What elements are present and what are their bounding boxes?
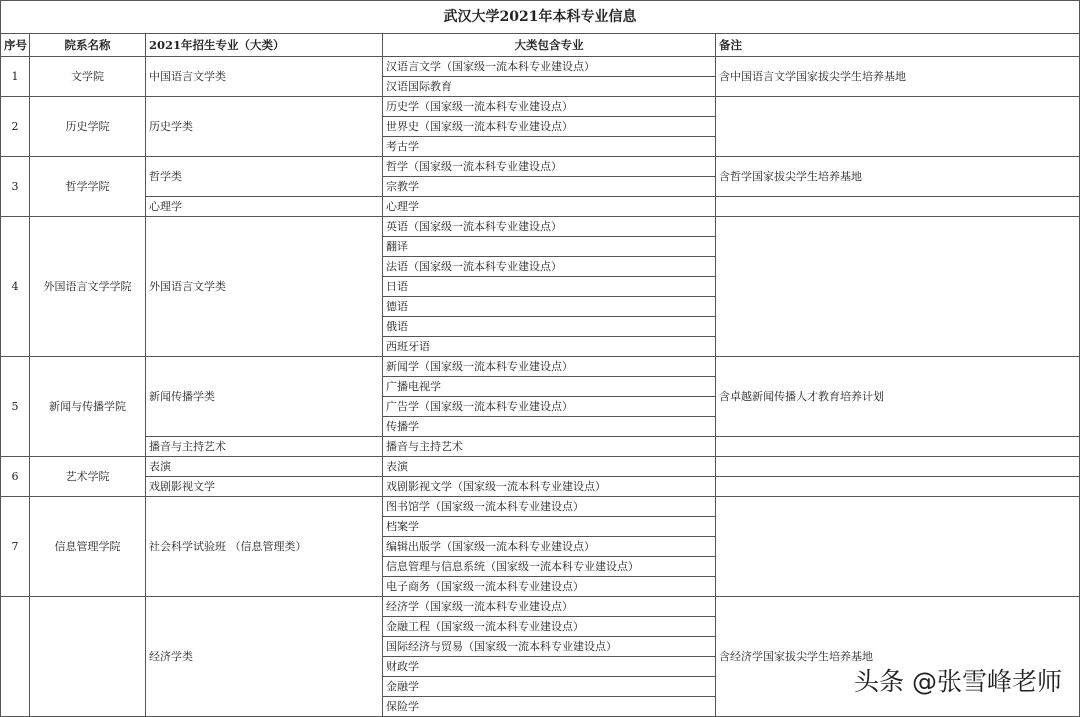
table-row xyxy=(1,437,1080,457)
category-name: 经济学类 xyxy=(146,597,383,717)
category-name: 表演 xyxy=(146,457,383,477)
table-row xyxy=(1,57,1080,77)
major-name: 考古学 xyxy=(383,137,716,157)
table-row xyxy=(1,197,1080,217)
table-title: 武汉大学2021年本科专业信息 xyxy=(1,1,1080,34)
major-name: 财政学 xyxy=(383,657,716,677)
major-name: 传播学 xyxy=(383,417,716,437)
table-row xyxy=(1,457,1080,477)
category-note xyxy=(716,437,1080,457)
category-name: 播音与主持艺术 xyxy=(146,437,383,457)
college-number: 7 xyxy=(1,497,30,597)
category-note: 含哲学国家拔尖学生培养基地 xyxy=(716,157,1080,197)
college-number: 1 xyxy=(1,57,30,97)
category-note xyxy=(716,457,1080,477)
college-number: 6 xyxy=(1,457,30,497)
category-note xyxy=(716,197,1080,217)
category-note: 含经济学国家拔尖学生培养基地 xyxy=(716,597,1080,717)
category-name: 外国语言文学类 xyxy=(146,217,383,357)
major-name: 西班牙语 xyxy=(383,337,716,357)
college-number: 2 xyxy=(1,97,30,157)
category-note: 含中国语言文学国家拔尖学生培养基地 xyxy=(716,57,1080,97)
category-note xyxy=(716,217,1080,357)
major-name: 档案学 xyxy=(383,517,716,537)
major-name: 保险学 xyxy=(383,697,716,717)
major-name: 俄语 xyxy=(383,317,716,337)
category-name: 历史学类 xyxy=(146,97,383,157)
major-name: 金融工程（国家级一流本科专业建设点） xyxy=(383,617,716,637)
header-no: 序号 xyxy=(1,34,30,57)
college-name: 外国语言文学学院 xyxy=(30,217,146,357)
major-name: 法语（国家级一流本科专业建设点） xyxy=(383,257,716,277)
major-name: 宗教学 xyxy=(383,177,716,197)
major-name: 世界史（国家级一流本科专业建设点） xyxy=(383,117,716,137)
college-name: 文学院 xyxy=(30,57,146,97)
category-name: 新闻传播学类 xyxy=(146,357,383,437)
major-name: 汉语言文学（国家级一流本科专业建设点） xyxy=(383,57,716,77)
major-name: 历史学（国家级一流本科专业建设点） xyxy=(383,97,716,117)
college-name: 历史学院 xyxy=(30,97,146,157)
table-row xyxy=(1,477,1080,497)
major-name: 英语（国家级一流本科专业建设点） xyxy=(383,217,716,237)
major-name: 新闻学（国家级一流本科专业建设点） xyxy=(383,357,716,377)
header-category: 2021年招生专业（大类） xyxy=(146,34,383,57)
major-name: 金融学 xyxy=(383,677,716,697)
college-number xyxy=(1,597,30,717)
watermark: 头条 @张雪峰老师 xyxy=(854,667,1062,696)
table-row xyxy=(1,157,1080,177)
college-number: 3 xyxy=(1,157,30,217)
major-name: 日语 xyxy=(383,277,716,297)
major-name: 心理学 xyxy=(383,197,716,217)
major-name: 编辑出版学（国家级一流本科专业建设点） xyxy=(383,537,716,557)
college-name: 哲学学院 xyxy=(30,157,146,217)
major-name: 哲学（国家级一流本科专业建设点） xyxy=(383,157,716,177)
category-name: 社会科学试验班 （信息管理类） xyxy=(146,497,383,597)
major-name: 戏剧影视文学（国家级一流本科专业建设点） xyxy=(383,477,716,497)
college-name: 信息管理学院 xyxy=(30,497,146,597)
category-note xyxy=(716,97,1080,157)
header-note: 备注 xyxy=(716,34,1080,57)
table-row xyxy=(1,357,1080,377)
category-note: 含卓越新闻传播人才教育培养计划 xyxy=(716,357,1080,437)
major-name: 图书馆学（国家级一流本科专业建设点） xyxy=(383,497,716,517)
major-name: 广告学（国家级一流本科专业建设点） xyxy=(383,397,716,417)
college-name: 艺术学院 xyxy=(30,457,146,497)
category-name: 中国语言文学类 xyxy=(146,57,383,97)
category-note xyxy=(716,477,1080,497)
table-row xyxy=(1,497,1080,517)
major-name: 广播电视学 xyxy=(383,377,716,397)
header-majors: 大类包含专业 xyxy=(383,34,716,57)
major-name: 翻译 xyxy=(383,237,716,257)
table-row xyxy=(1,97,1080,117)
header-college: 院系名称 xyxy=(30,34,146,57)
major-name: 电子商务（国家级一流本科专业建设点） xyxy=(383,577,716,597)
major-name: 国际经济与贸易（国家级一流本科专业建设点） xyxy=(383,637,716,657)
major-name: 德语 xyxy=(383,297,716,317)
major-name: 表演 xyxy=(383,457,716,477)
category-name: 哲学类 xyxy=(146,157,383,197)
table-row xyxy=(1,217,1080,237)
category-name: 戏剧影视文学 xyxy=(146,477,383,497)
category-note xyxy=(716,497,1080,597)
college-name: 新闻与传播学院 xyxy=(30,357,146,457)
college-number: 5 xyxy=(1,357,30,457)
category-name: 心理学 xyxy=(146,197,383,217)
college-number: 4 xyxy=(1,217,30,357)
table-row xyxy=(1,597,1080,617)
major-name: 经济学（国家级一流本科专业建设点） xyxy=(383,597,716,617)
major-name: 汉语国际教育 xyxy=(383,77,716,97)
major-name: 播音与主持艺术 xyxy=(383,437,716,457)
major-name: 信息管理与信息系统（国家级一流本科专业建设点） xyxy=(383,557,716,577)
college-name xyxy=(30,597,146,717)
